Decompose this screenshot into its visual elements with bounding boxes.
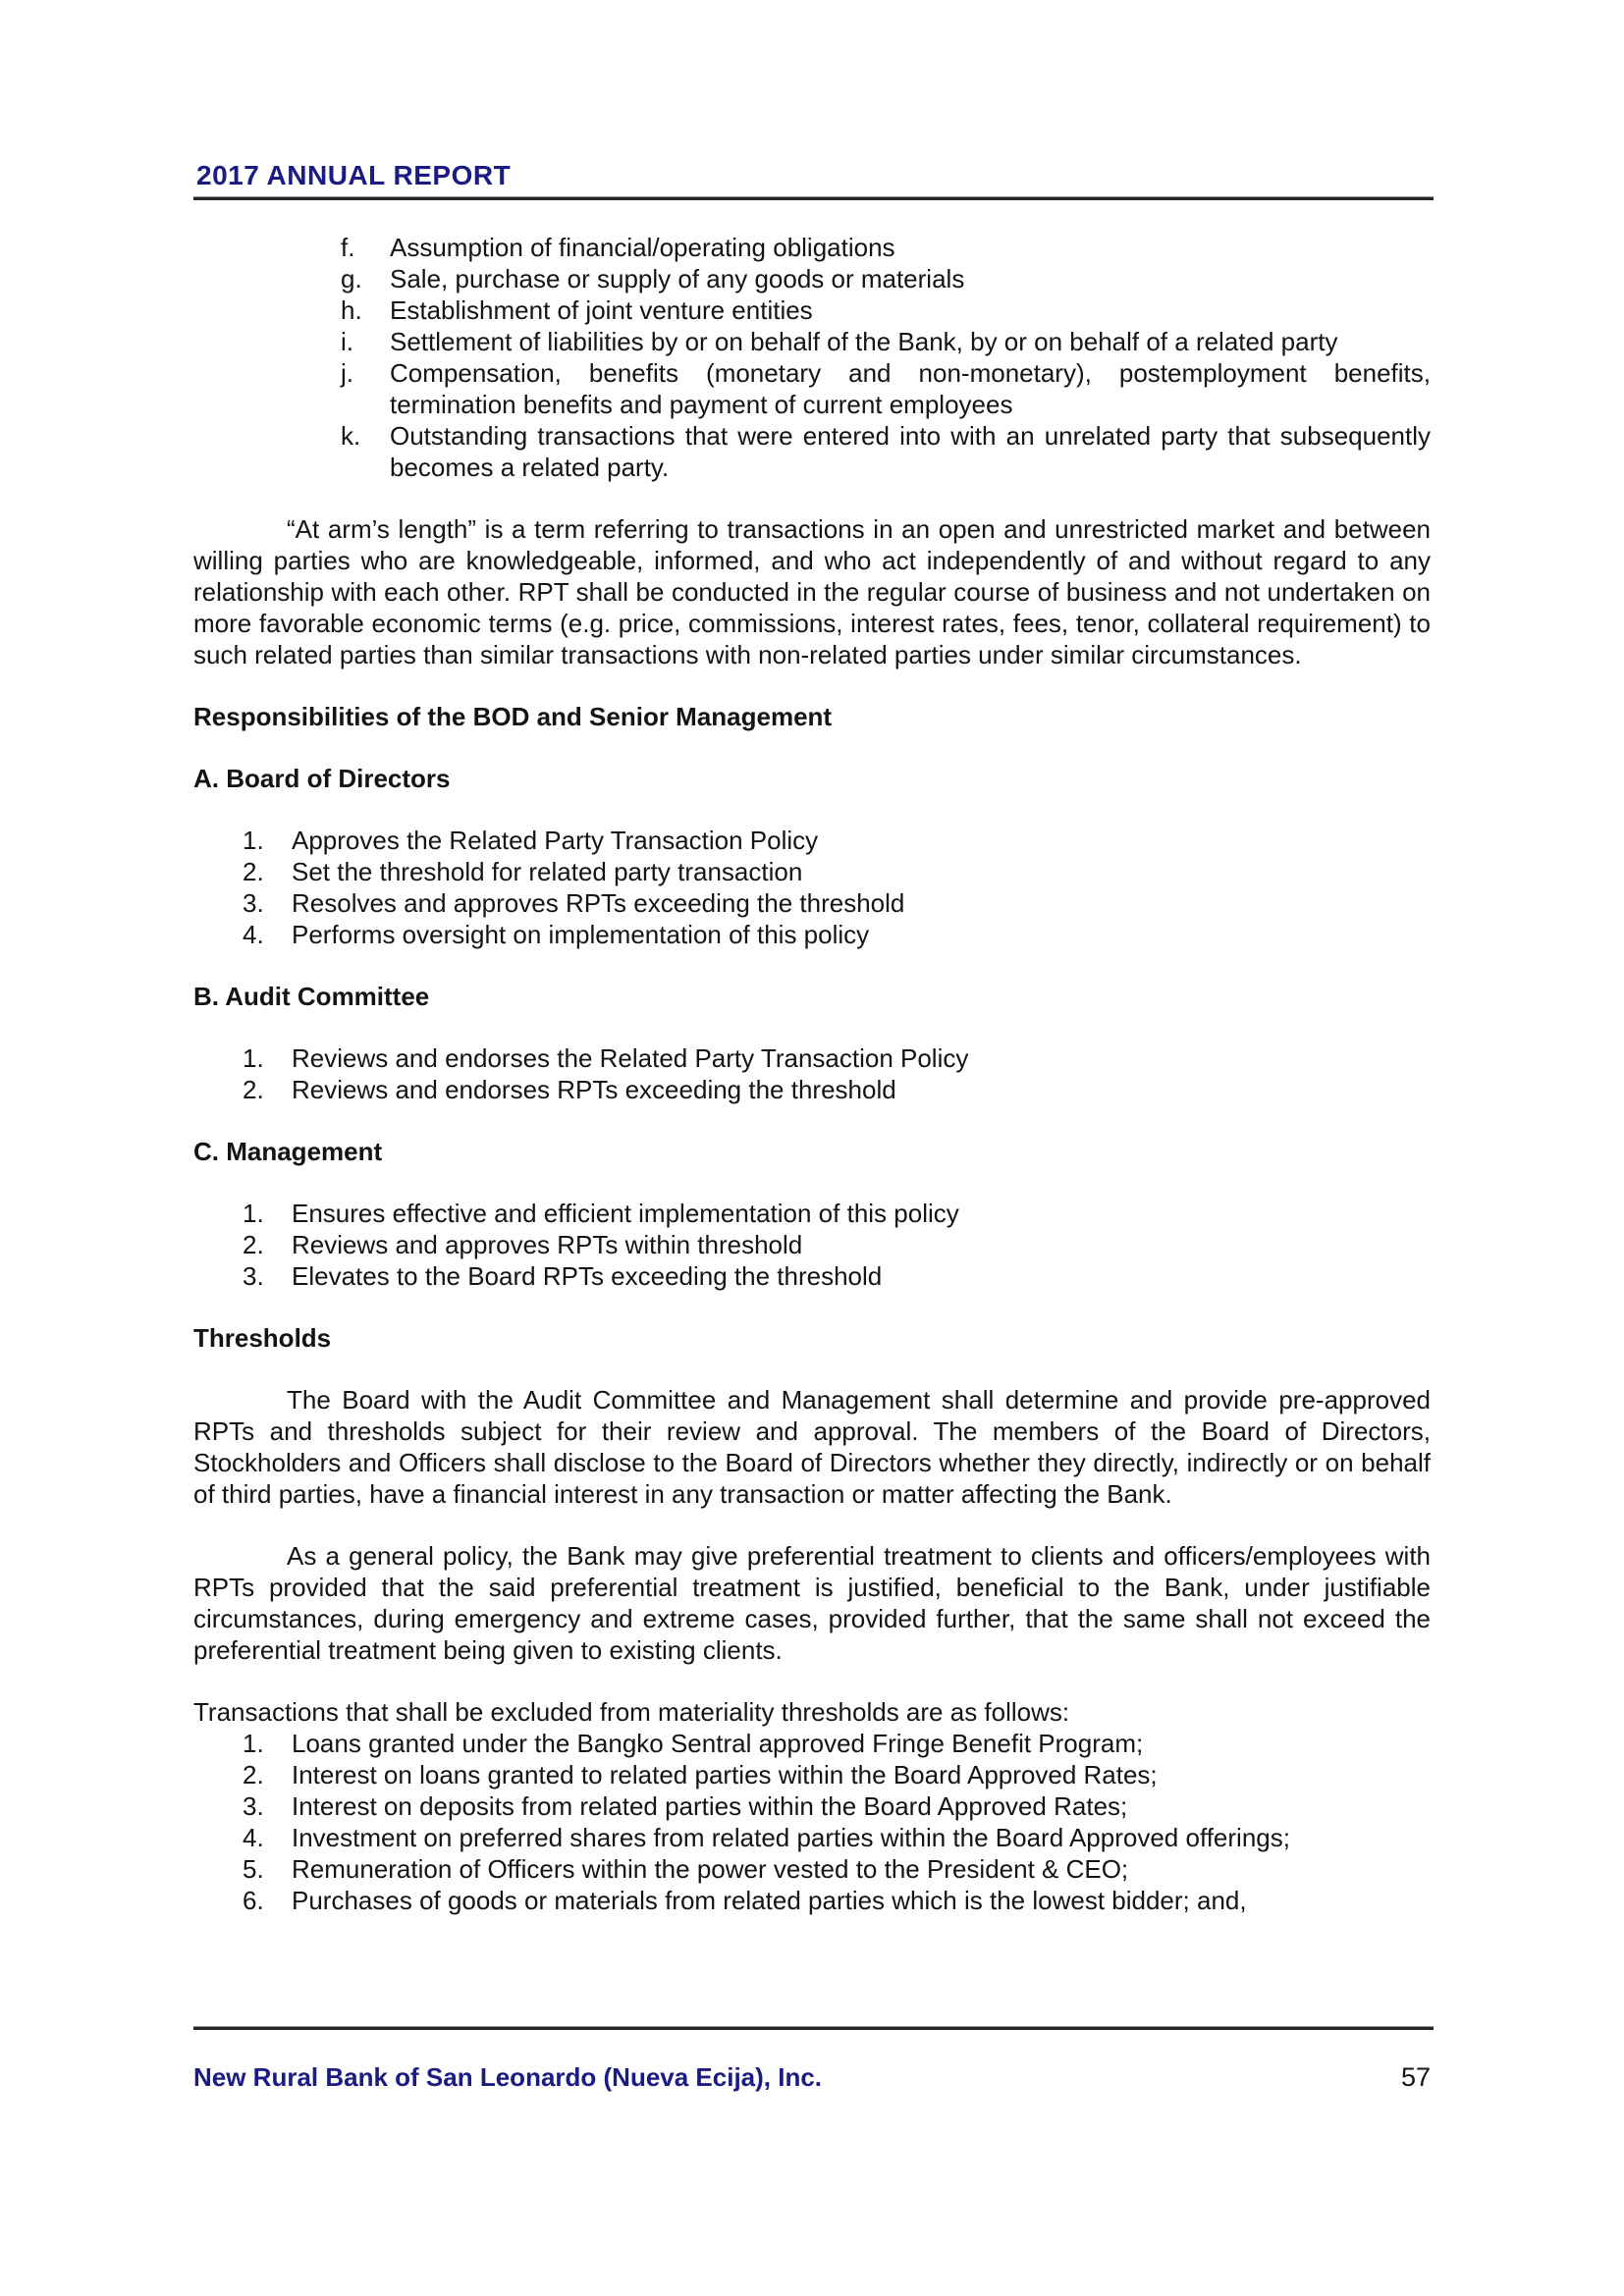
- list-item: [193, 1853, 1431, 1885]
- item-text: Resolves and approves RPTs exceeding the threshold: [292, 888, 905, 918]
- heading-management: C. Management: [193, 1137, 383, 1166]
- list-item: [193, 1728, 1431, 1759]
- list-item: [193, 1198, 1431, 1229]
- item-marker: f.: [341, 233, 355, 262]
- lettered-list: [193, 232, 1431, 483]
- management-list: [193, 1198, 1431, 1292]
- report-title: 2017 ANNUAL REPORT: [196, 160, 512, 190]
- list-item-h: [193, 294, 1431, 326]
- item-text: Interest on deposits from related parties within the Board Approved Rates;: [292, 1791, 1128, 1821]
- list-item-i: [193, 326, 1431, 357]
- page-footer: [193, 2061, 1431, 2093]
- exclusions-intro: Transactions that shall be excluded from materiality thresholds are as follows:: [193, 1697, 1070, 1727]
- item-marker: 3.: [243, 1261, 264, 1291]
- paragraph-thresholds-1: The Board with the Audit Committee and Management shall determine and provide pre-approved RPTs and thresholds subject for their review and approval. The members of the Board of Directors, Stockholders and Officers shall disclose to the Board of Directors whether they directly, indirectly or on behalf of third parties, have a financial interest in any transaction or matter affecting the Bank.: [193, 1385, 1431, 1509]
- list-item: [193, 887, 1431, 919]
- item-marker: 5.: [243, 1854, 264, 1884]
- item-marker: g.: [341, 264, 362, 294]
- list-item: [193, 1074, 1431, 1105]
- item-text: Approves the Related Party Transaction Policy: [292, 826, 819, 855]
- board-list: [193, 825, 1431, 950]
- paragraph-arms-length: “At arm’s length” is a term referring to transactions in an open and unrestricted market and between willing parties who are knowledgeable, informed, and who act independently of and without regard to any relationship with each other. RPT shall be conducted in the regular course of business and not undertaken on more favorable economic terms (e.g. price, commissions, interest rates, fees, tenor, collateral requirement) to such related parties than similar transactions with non-related parties under similar circumstances.: [193, 514, 1431, 669]
- list-item: [193, 919, 1431, 950]
- item-text: Establishment of joint venture entities: [390, 295, 813, 325]
- item-marker: 2.: [243, 1230, 264, 1259]
- paragraph-thresholds-2: As a general policy, the Bank may give preferential treatment to clients and officers/employees with RPTs provided that the said preferential treatment is justified, beneficial to the Bank, under justifiable circumstances, during emergency and extreme cases, provided further, that the same shall not exceed the preferential treatment being given to existing clients.: [193, 1541, 1431, 1665]
- item-text: Ensures effective and efficient implementation of this policy: [292, 1199, 959, 1228]
- item-text: Settlement of liabilities by or on behalf of the Bank, by or on behalf of a related party: [390, 327, 1338, 356]
- item-text: Reviews and endorses RPTs exceeding the threshold: [292, 1075, 896, 1104]
- list-item: [193, 1759, 1431, 1790]
- item-marker: 1.: [243, 826, 264, 855]
- item-text: Outstanding transactions that were entered into with an unrelated party that subsequently becomes a related party.: [390, 421, 1431, 482]
- item-text: Investment on preferred shares from related parties within the Board Approved offerings;: [292, 1823, 1290, 1852]
- list-item: [193, 1790, 1431, 1822]
- list-item: [193, 856, 1431, 887]
- item-text: Loans granted under the Bangko Sentral approved Fringe Benefit Program;: [292, 1729, 1144, 1758]
- item-marker: j.: [341, 358, 353, 388]
- item-marker: 1.: [243, 1043, 264, 1073]
- item-text: Sale, purchase or supply of any goods or materials: [390, 264, 965, 294]
- heading-responsibilities: Responsibilities of the BOD and Senior Management: [193, 702, 833, 731]
- item-marker: 1.: [243, 1199, 264, 1228]
- item-marker: 2.: [243, 857, 264, 886]
- item-text: Compensation, benefits (monetary and non-monetary), postemployment benefits, termination benefits and payment of current employees: [390, 358, 1431, 419]
- item-marker: 4.: [243, 1823, 264, 1852]
- heading-audit-committee: B. Audit Committee: [193, 982, 430, 1011]
- item-marker: 2.: [243, 1075, 264, 1104]
- list-item-j: [193, 357, 1431, 420]
- heading-board-of-directors: A. Board of Directors: [193, 764, 451, 793]
- header-rule: [193, 196, 1434, 200]
- heading-thresholds: Thresholds: [193, 1323, 332, 1353]
- footer-page-number: 57: [1400, 2062, 1431, 2092]
- item-text: Interest on loans granted to related parties within the Board Approved Rates;: [292, 1760, 1158, 1789]
- item-text: Reviews and approves RPTs within threshold: [292, 1230, 803, 1259]
- item-marker: 3.: [243, 888, 264, 918]
- item-marker: 1.: [243, 1729, 264, 1758]
- list-item: [193, 1822, 1431, 1853]
- item-text: Assumption of financial/operating obligations: [390, 233, 895, 262]
- item-text: Remuneration of Officers within the power vested to the President & CEO;: [292, 1854, 1129, 1884]
- list-item-g: [193, 263, 1431, 294]
- item-marker: h.: [341, 295, 362, 325]
- item-marker: 2.: [243, 1760, 264, 1789]
- page-content: [193, 201, 1431, 1916]
- audit-list: [193, 1042, 1431, 1105]
- item-marker: 4.: [243, 920, 264, 949]
- list-item: [193, 1042, 1431, 1074]
- item-text: Elevates to the Board RPTs exceeding the threshold: [292, 1261, 883, 1291]
- footer-bank-name: New Rural Bank of San Leonardo (Nueva Ecija), Inc.: [193, 2062, 823, 2092]
- exclusions-list: [193, 1728, 1431, 1916]
- item-text: Purchases of goods or materials from related parties which is the lowest bidder; and,: [292, 1886, 1247, 1915]
- item-marker: 3.: [243, 1791, 264, 1821]
- list-item-k: [193, 420, 1431, 483]
- list-item: [193, 1885, 1431, 1916]
- item-marker: 6.: [243, 1886, 264, 1915]
- item-marker: k.: [341, 421, 361, 451]
- list-item: [193, 1229, 1431, 1260]
- list-item: [193, 825, 1431, 856]
- item-text: Set the threshold for related party transaction: [292, 857, 803, 886]
- item-text: Reviews and endorses the Related Party Transaction Policy: [292, 1043, 969, 1073]
- list-item-f: [193, 232, 1431, 263]
- item-marker: i.: [341, 327, 353, 356]
- list-item: [193, 1260, 1431, 1292]
- footer-rule: [193, 2026, 1434, 2030]
- item-text: Performs oversight on implementation of this policy: [292, 920, 870, 949]
